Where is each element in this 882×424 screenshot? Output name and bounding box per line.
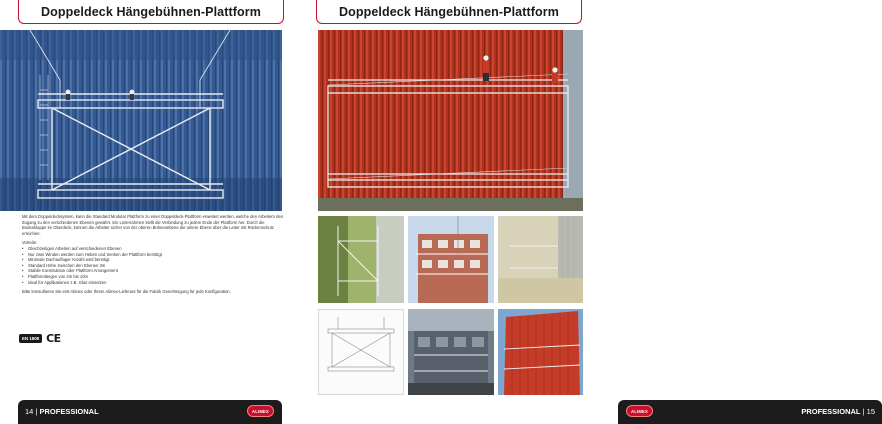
list-item: • Stabile Konstruktion oder Plattform Arrangement xyxy=(22,268,284,274)
thumb-photo-green-frame xyxy=(318,216,404,303)
consult-note: Bitte konsultieren Sie erst Alimex oder Ihrem Alimex-Lieferant für die Fabrik Genehmigung für jede Konfiguration. xyxy=(22,289,231,295)
thumb-photo-technical-drawing xyxy=(318,309,404,395)
right-page xyxy=(300,0,875,424)
thumb-photo-red-building xyxy=(498,309,583,395)
certification-marks xyxy=(19,332,61,345)
right-footer xyxy=(618,400,882,424)
ce-mark-icon: CE xyxy=(46,332,61,345)
list-item: • Ideal für Applikationen z.B. Glas einsetzen xyxy=(22,280,284,286)
left-page xyxy=(0,0,300,424)
list-item: • Minimale Dachauflager Anzahl wird benötigt xyxy=(22,257,284,263)
main-photo-red-facade xyxy=(318,30,583,211)
right-title-box xyxy=(316,0,582,24)
left-page-number: 14 | PROFESSIONAL xyxy=(25,407,99,416)
right-page-title: Doppeldeck Hängebühnen-Plattform xyxy=(339,4,559,19)
main-photo-blue-facade xyxy=(0,30,282,211)
left-title-box xyxy=(18,0,284,24)
alimex-logo-icon: ALIMEX xyxy=(626,405,653,417)
thumb-photo-brick-building xyxy=(408,216,494,303)
left-footer xyxy=(18,400,282,424)
intro-paragraph: Mit dem Doppeldecksystem, kann die Standard Modular Plattform zu einer Doppeldeck-Plattform erweitert werden, welche den Arbeitern den Zugang zu den verschiedenen Ebenen gewährt. Ein Leiterrahmen stellt die Verbindung zu jedem Ende der Plattform her. Durch die Bodenklappe im Oberdeck, können die Arbeiter sicher von der oberen Bühnenebene die untere Ebene über die Leiter mit Rückenschutz erreichen. xyxy=(22,214,284,236)
benefits-list xyxy=(22,246,284,285)
list-item: • Gleichzeitiges Arbeiten auf verschiedenen Ebenen xyxy=(22,246,284,252)
right-page-number: PROFESSIONAL | 15 xyxy=(801,407,875,416)
en-1808-badge: EN 1808 xyxy=(19,334,42,343)
thumb-photo-street-building xyxy=(408,309,494,395)
description-block xyxy=(22,214,284,299)
thumb-photo-cream-facade xyxy=(498,216,583,303)
alimex-logo-icon: ALIMEX xyxy=(247,405,274,417)
benefits-heading: Vorteile: xyxy=(22,240,38,246)
list-item: • Standard Höhe zwischen den Ebenen 3m xyxy=(22,263,284,269)
list-item: • Nur zwei Winden werden zum Heben und Senken der Plattform benötigt xyxy=(22,252,284,258)
list-item: • Plattformlängen von 2m bis 10m xyxy=(22,274,284,280)
left-page-title: Doppeldeck Hängebühnen-Plattform xyxy=(41,4,261,19)
